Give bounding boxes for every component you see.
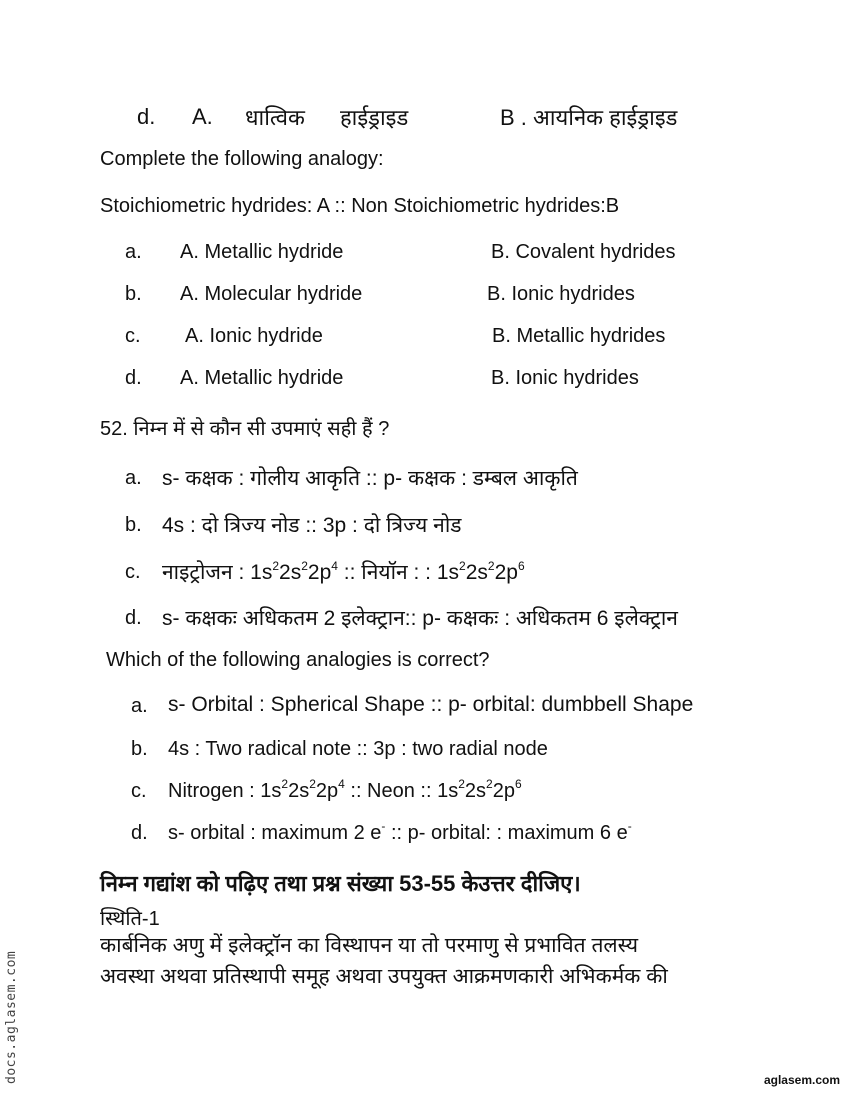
passage-case-label: स्थिति-1 — [100, 908, 160, 930]
q52-english-option-c-label: c. — [131, 780, 147, 802]
prev-option-d-a-label: A. — [192, 104, 213, 129]
q51-option-c-label: c. — [125, 325, 141, 347]
q52-english-option-a-text: s- Orbital : Spherical Shape :: p- orbital: dumbbell Shape — [168, 693, 694, 716]
q52-hindi-option-c-text: नाइट्रोजन : $1s^22s^22p^4$ :: नियॉन : : $1s^22s^22p^6$ — [162, 559, 525, 584]
q51-option-c-a: A. Ionic hydride — [185, 325, 323, 347]
passage-line-1: कार्बनिक अणु में इलेक्ट्रॉन का विस्थापन या तो परमाणु से प्रभावित तलस्य — [100, 934, 639, 957]
side-watermark-text: docs.aglasem.com — [4, 950, 19, 1084]
q52-english-option-b-label: b. — [131, 738, 148, 760]
q51-option-b-a: A. Molecular hydride — [180, 283, 363, 305]
q52-english-option-d-label: d. — [131, 822, 148, 844]
q52-english-option-b-text: 4s : Two radical note :: 3p : two radial node — [168, 738, 548, 760]
q52-hindi-option-b-text: 4s : दो त्रिज्य नोड :: 3p : दो त्रिज्य नोड — [162, 514, 462, 537]
q51-option-b-b: B. Ionic hydrides — [487, 283, 635, 305]
brand-footer: aglasem.com — [763, 1073, 840, 1087]
q52-hindi-option-d-text: s- कक्षकः अधिकतम 2 इलेक्ट्रान:: p- कक्षकः : अधिकतम 6 इलेक्ट्रान — [162, 607, 678, 630]
q51-english-prompt: Complete the following analogy: — [100, 148, 384, 170]
q51-option-c-b: B. Metallic hydrides — [492, 325, 666, 347]
q51-option-b-label: b. — [125, 283, 142, 305]
q51-option-a-label: a. — [125, 241, 142, 263]
q52-english-question: Which of the following analogies is correct? — [106, 649, 490, 671]
q52-hindi-question: 52. निम्न में से कौन सी उपमाएं सही हैं ? — [100, 418, 390, 440]
q52-english-option-c-text: Nitrogen : $1s^22s^22p^4$ :: Neon :: $1s^22s^22p^6$ — [168, 777, 522, 802]
q52-english-option-d-text: s- orbital : maximum 2 e- :: p- orbital: : maximum 6 e- — [168, 819, 632, 844]
q51-option-a-a: A. Metallic hydride — [180, 241, 344, 263]
prev-option-d-b: B . आयनिक हाईड्राइड — [500, 105, 678, 130]
q51-option-d-a: A. Metallic hydride — [180, 367, 344, 389]
passage-heading: निम्न गद्यांश को पढ़िए तथा प्रश्न संख्या 53-55 केउत्तर दीजिए। — [100, 871, 581, 896]
prev-option-d-a-word2: हाईड्राइड — [340, 105, 409, 130]
q52-english-option-a-label: a. — [131, 695, 148, 717]
prev-option-d-a-word1: धात्विक — [245, 105, 305, 130]
q51-option-d-b: B. Ionic hydrides — [491, 367, 639, 389]
q51-analogy: Stoichiometric hydrides: A :: Non Stoichiometric hydrides:B — [100, 195, 620, 217]
q52-hindi-option-d-label: d. — [125, 607, 142, 629]
q52-hindi-option-b-label: b. — [125, 514, 142, 536]
passage-line-2: अवस्था अथवा प्रतिस्थापी समूह अथवा उपयुक्त आक्रमणकारी अभिकर्मक की — [100, 965, 668, 988]
q51-option-a-b: B. Covalent hydrides — [491, 241, 676, 263]
prev-option-d-label: d. — [137, 104, 156, 129]
q52-hindi-option-c-label: c. — [125, 561, 141, 583]
q52-hindi-option-a-text: s- कक्षक : गोलीय आकृति :: p- कक्षक : डम्बल आकृति — [162, 467, 578, 490]
q52-hindi-option-a-label: a. — [125, 467, 142, 489]
q51-option-d-label: d. — [125, 367, 142, 389]
